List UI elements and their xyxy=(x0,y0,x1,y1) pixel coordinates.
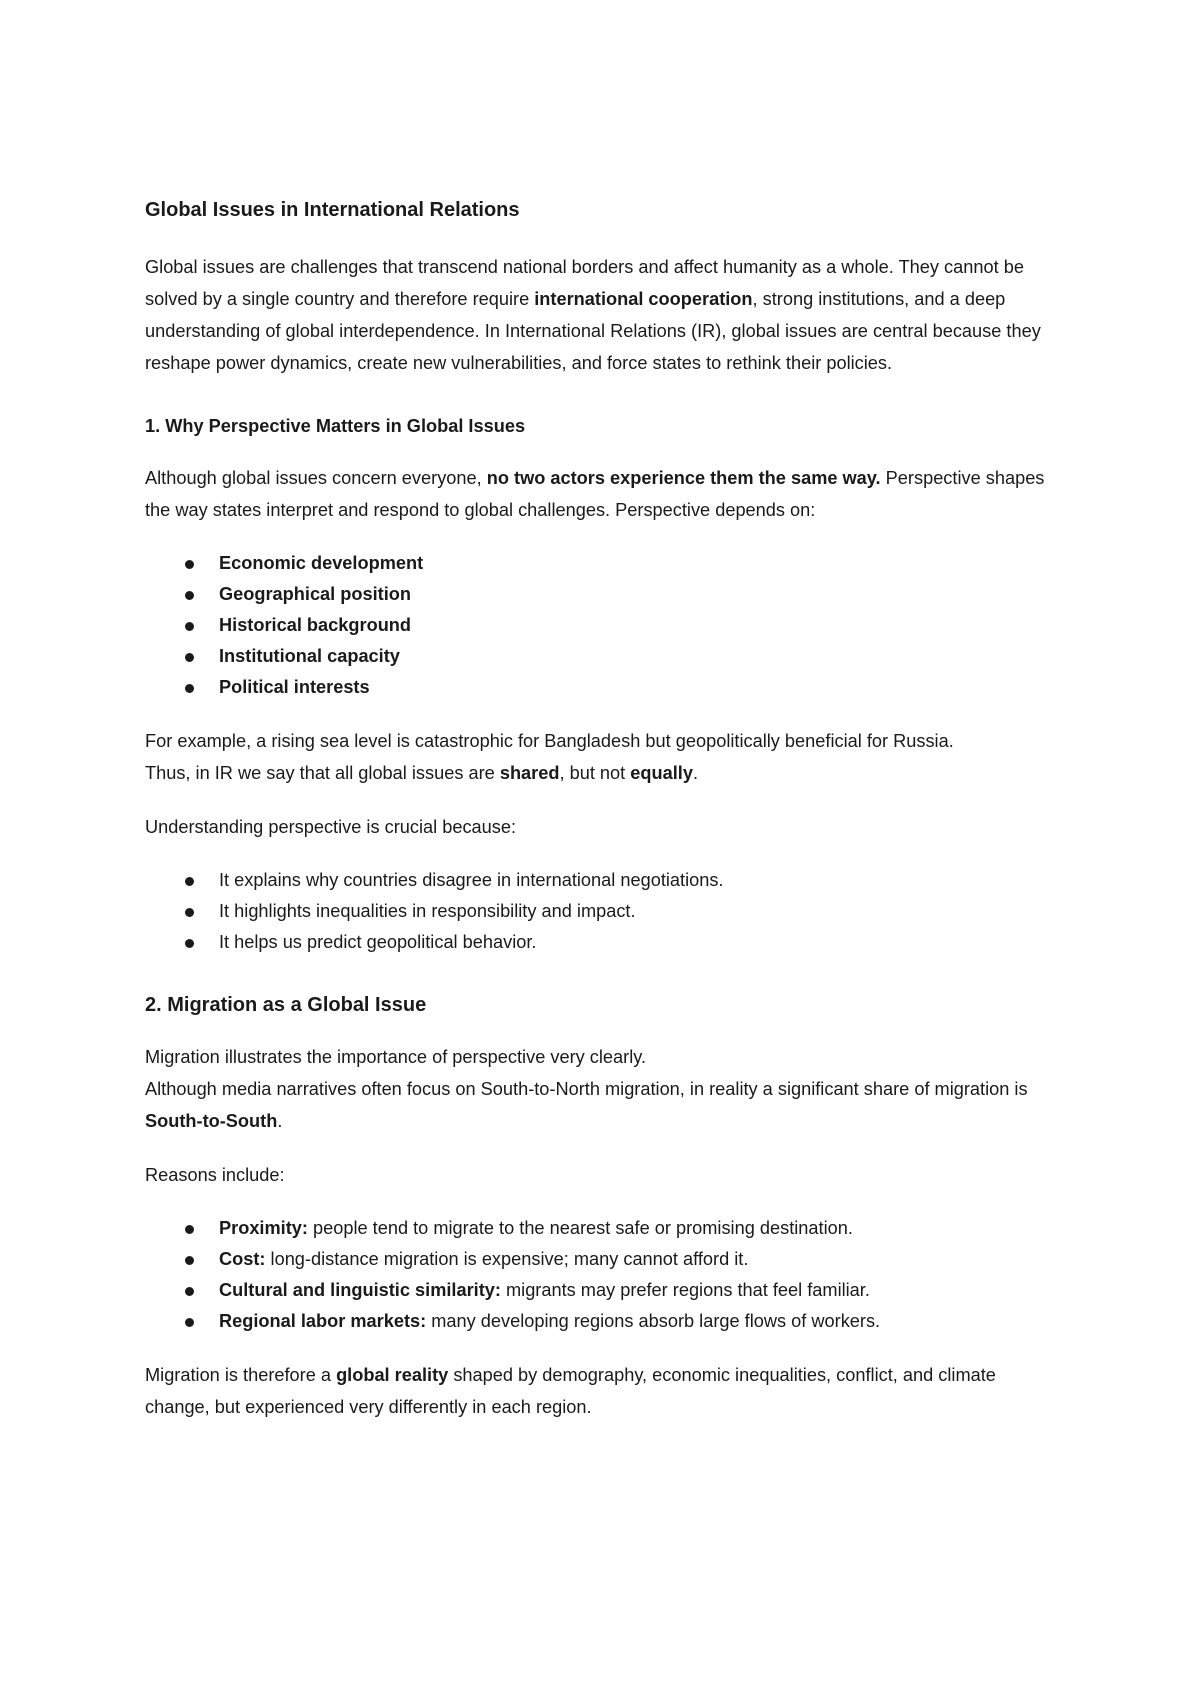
list-item-text: many developing regions absorb large flows of workers. xyxy=(426,1311,881,1331)
paragraph-text: Migration is therefore a xyxy=(145,1365,337,1385)
paragraph-emphasis: equally xyxy=(630,763,693,783)
paragraph-text: Although global issues concern everyone, xyxy=(145,468,487,488)
paragraph-text: . xyxy=(277,1111,283,1131)
list-item-text: Political interests xyxy=(219,677,370,697)
list-item xyxy=(145,896,1065,927)
bullet-icon xyxy=(185,653,194,662)
document-body xyxy=(145,196,1065,1423)
paragraph-text: Migration illustrates the importance of perspective very clearly. xyxy=(145,1047,647,1067)
migration-paragraph xyxy=(145,1041,1065,1137)
list-item xyxy=(145,1213,1065,1244)
bullet-icon xyxy=(185,877,194,886)
intro-text: Global issues are challenges that transcend national borders and affect humanity as a whole. They cannot be solved by a single country and therefore require xyxy=(145,257,1024,309)
paragraph-text: For example, a rising sea level is catastrophic for Bangladesh but geopolitically beneficial for Russia. xyxy=(145,731,954,751)
bullet-icon xyxy=(185,939,194,948)
list-item-text: Geographical position xyxy=(219,584,411,604)
bullet-icon xyxy=(185,908,194,917)
bullet-icon xyxy=(185,684,194,693)
section-2-heading: 2. Migration as a Global Issue xyxy=(145,994,427,1016)
bullet-icon xyxy=(185,591,194,600)
list-item-term: Cultural and linguistic similarity: xyxy=(219,1280,501,1300)
bullet-icon xyxy=(185,560,194,569)
list-item-text: Economic development xyxy=(219,553,424,573)
bullet-icon xyxy=(185,622,194,631)
paragraph-emphasis: no two actors experience them the same way. xyxy=(486,468,881,488)
intro-paragraph xyxy=(145,251,1065,379)
intro-emphasis: international cooperation xyxy=(534,289,753,309)
conclusion-paragraph xyxy=(145,1359,1065,1423)
list-item-text: It explains why countries disagree in international negotiations. xyxy=(219,870,724,890)
list-item xyxy=(145,548,1065,579)
reasons-intro-paragraph: Reasons include: xyxy=(145,1165,285,1185)
list-item-text: It helps us predict geopolitical behavior. xyxy=(219,932,537,952)
paragraph-text: shaped by demography, economic inequalities, conflict, and climate change, but experienced very differently in each region. xyxy=(145,1365,996,1417)
list-item-term: Cost: xyxy=(219,1249,266,1269)
bullet-icon xyxy=(185,1318,194,1327)
list-item xyxy=(145,1306,1065,1337)
list-item xyxy=(145,610,1065,641)
list-item xyxy=(145,672,1065,703)
bullet-icon xyxy=(185,1225,194,1234)
migration-reasons-list xyxy=(145,1213,1065,1337)
list-item xyxy=(145,579,1065,610)
perspective-factors-list xyxy=(145,548,1065,703)
list-item-term: Regional labor markets: xyxy=(219,1311,427,1331)
document-title: Global Issues in International Relations xyxy=(145,199,520,221)
bullet-icon xyxy=(185,1256,194,1265)
section-1-paragraph xyxy=(145,462,1065,526)
paragraph-emphasis: shared xyxy=(499,763,560,783)
paragraph-text: , but not xyxy=(559,763,631,783)
section-1-heading: 1. Why Perspective Matters in Global Issues xyxy=(145,416,526,436)
perspective-reasons-list xyxy=(145,865,1065,958)
paragraph-emphasis: South-to-South xyxy=(145,1111,278,1131)
list-item xyxy=(145,865,1065,896)
paragraph-text: Perspective shapes the way states interpret and respond to global challenges. Perspective depends on: xyxy=(145,468,1045,520)
list-item-text: people tend to migrate to the nearest safe or promising destination. xyxy=(307,1218,853,1238)
bullet-icon xyxy=(185,1287,194,1296)
list-item xyxy=(145,641,1065,672)
list-item xyxy=(145,927,1065,958)
list-item-text: It highlights inequalities in responsibility and impact. xyxy=(219,901,636,921)
paragraph-emphasis: global reality xyxy=(336,1365,449,1385)
paragraph-text: . xyxy=(692,763,698,783)
list-item-term: Proximity: xyxy=(219,1218,308,1238)
understanding-paragraph: Understanding perspective is crucial because: xyxy=(145,817,517,837)
list-item-text: Historical background xyxy=(219,615,412,635)
paragraph-text: Thus, in IR we say that all global issues are xyxy=(145,763,500,783)
list-item-text: Institutional capacity xyxy=(219,646,400,666)
example-paragraph xyxy=(145,725,1065,789)
list-item xyxy=(145,1275,1065,1306)
intro-text: , strong institutions, and a deep understanding of global interdependence. In International Relations (IR), global issues are central because they reshape power dynamics, create new vulnerabilities, and force states to rethink their policies. xyxy=(145,289,1041,373)
paragraph-text: Although media narratives often focus on South-to-North migration, in reality a significant share of migration is xyxy=(145,1079,1028,1099)
list-item-text: long-distance migration is expensive; many cannot afford it. xyxy=(265,1249,749,1269)
list-item-text: migrants may prefer regions that feel familiar. xyxy=(500,1280,870,1300)
list-item xyxy=(145,1244,1065,1275)
